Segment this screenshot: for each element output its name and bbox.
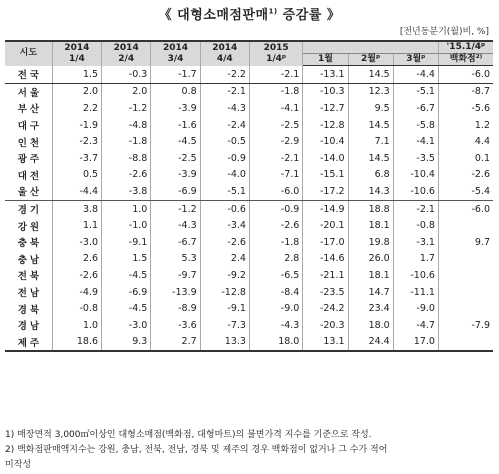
value-cell: -3.5 [393,150,438,167]
value-cell: -1.9 [52,117,101,134]
value-cell: 18.0 [249,334,302,352]
value-cell: -20.1 [303,217,348,234]
value-cell: 12.3 [348,83,393,100]
table-row [5,267,493,284]
value-cell: -10.6 [393,267,438,284]
value-cell [438,334,493,352]
value-cell [438,284,493,301]
value-cell: 17.0 [393,334,438,352]
value-cell: -1.8 [249,83,302,100]
table-row [5,66,493,84]
value-cell: -2.1 [249,150,302,167]
value-cell: 14.5 [348,66,393,84]
header-col: 2014 3/4 [151,41,200,66]
table-row [5,217,493,234]
sales-table [5,40,493,352]
value-cell: 1.0 [52,317,101,334]
value-cell: 19.8 [348,234,393,251]
value-cell: 14.5 [348,150,393,167]
table-row [5,300,493,317]
value-cell: 7.1 [348,133,393,150]
value-cell: -4.0 [200,167,249,184]
value-cell: 2.8 [249,251,302,268]
value-cell: -2.6 [200,234,249,251]
value-cell: 18.6 [52,334,101,352]
value-cell: -3.0 [52,234,101,251]
value-cell: -1.8 [249,234,302,251]
page-title [0,4,499,23]
header-last-l2: 백화점²⁾ [438,54,493,66]
table-row [5,100,493,117]
value-cell: 1.5 [102,251,151,268]
value-cell: -3.4 [200,217,249,234]
value-cell: 1.1 [52,217,101,234]
value-cell: -4.5 [102,300,151,317]
value-cell: -7.9 [471,319,490,331]
value-cell: 1.7 [393,251,438,268]
value-cell: -6.0 [438,66,493,84]
value-cell: -6.0 [249,183,302,200]
value-cell: -3.9 [151,167,200,184]
value-cell: -2.5 [249,117,302,134]
value-cell: -4.1 [393,133,438,150]
value-cell: -4.3 [151,217,200,234]
value-cell [438,217,493,234]
region-cell: 제주 [5,334,52,352]
value-cell: -3.8 [102,183,151,200]
value-cell: 1.2 [474,119,490,131]
value-cell: 18.1 [348,217,393,234]
value-cell: -11.1 [393,284,438,301]
value-cell: -10.3 [303,83,348,100]
value-cell: 6.8 [348,167,393,184]
value-cell: 14.7 [348,284,393,301]
value-cell: -9.0 [393,300,438,317]
header-region: 시도 [5,41,52,66]
value-cell: -15.1 [303,167,348,184]
table-row [5,317,493,334]
region-cell: 충북 [5,234,52,251]
value-cell: -4.3 [200,100,249,117]
value-cell: -14.6 [303,251,348,268]
value-cell: -7.1 [249,167,302,184]
value-cell: -24.2 [303,300,348,317]
value-cell: -8.4 [249,284,302,301]
value-cell: 13.1 [303,334,348,352]
region-cell: 충남 [5,251,52,268]
value-cell: -5.8 [393,117,438,134]
value-cell: -0.9 [249,200,302,217]
value-cell: -0.3 [102,66,151,84]
value-cell: -5.1 [200,183,249,200]
value-cell: -1.7 [151,66,200,84]
region-cell: 광주 [5,150,52,167]
value-cell: -8.8 [102,150,151,167]
value-cell: -2.1 [249,66,302,84]
value-cell: 2.2 [52,100,101,117]
table-row [5,284,493,301]
region-cell: 인천 [5,133,52,150]
value-cell: -3.0 [102,317,151,334]
value-cell: -10.6 [393,183,438,200]
value-cell: -9.0 [249,300,302,317]
value-cell: -2.5 [151,150,200,167]
value-cell: -13.9 [151,284,200,301]
value-cell: 2.0 [52,83,101,100]
value-cell: -4.4 [393,66,438,84]
table-row [5,200,493,217]
value-cell: 1.5 [52,66,101,84]
table-row [5,234,493,251]
value-cell: -4.5 [102,267,151,284]
value-cell: 2.0 [102,83,151,100]
value-cell: 0.1 [474,152,490,164]
value-cell: 3.8 [52,200,101,217]
title-footnote-mark: 1) [268,7,278,16]
table-row [5,183,493,200]
value-cell: -2.6 [52,267,101,284]
table-row [5,334,493,352]
value-cell: -6.5 [249,267,302,284]
value-cell: -1.8 [102,133,151,150]
value-cell: 9.3 [102,334,151,352]
value-cell: -2.1 [200,83,249,100]
value-cell: 24.4 [348,334,393,352]
value-cell: -6.0 [471,203,490,215]
value-cell: -0.8 [393,217,438,234]
table-row [5,251,493,268]
value-cell: -2.6 [102,167,151,184]
value-cell: -0.9 [200,150,249,167]
header-month: 2월ᵖ [348,54,393,66]
value-cell: -20.3 [303,317,348,334]
value-cell: -4.4 [52,183,101,200]
value-cell: -2.6 [249,217,302,234]
value-cell [438,267,493,284]
header-col: 2014 1/4 [52,41,101,66]
value-cell: -2.4 [200,117,249,134]
value-cell: 14.3 [348,183,393,200]
table-body [5,66,493,352]
value-cell: -2.3 [52,133,101,150]
value-cell: 1.0 [102,200,151,217]
region-cell: 경남 [5,317,52,334]
region-cell: 서울 [5,83,52,100]
value-cell: 4.4 [474,136,490,148]
header-last-l1: '15.1/4ᵖ [438,41,493,54]
table-row [5,150,493,167]
value-cell: -0.5 [200,133,249,150]
value-cell: -1.6 [151,117,200,134]
value-cell: -21.1 [303,267,348,284]
value-cell: -10.4 [393,167,438,184]
value-cell: -4.5 [151,133,200,150]
value-cell: 0.8 [151,83,200,100]
region-cell: 대전 [5,167,52,184]
header-month-group [303,41,439,54]
value-cell: -6.9 [102,284,151,301]
unit-label: [전년동분기(월)비, %] [399,27,489,37]
table-row [5,83,493,100]
value-cell: -17.0 [303,234,348,251]
value-cell: -13.1 [303,66,348,84]
value-cell: -23.5 [303,284,348,301]
value-cell: 13.3 [200,334,249,352]
value-cell: -5.1 [393,83,438,100]
value-cell: 5.3 [151,251,200,268]
value-cell [438,300,493,317]
value-cell: -0.6 [200,200,249,217]
value-cell: -0.8 [52,300,101,317]
footnote: 1) 매장면적 3,000㎡이상인 대형소매점(백화점, 대형마트)의 불변가격 지수를 기준으로 작성. [5,430,372,440]
table-row [5,133,493,150]
value-cell: -12.8 [303,117,348,134]
value-cell: 2.7 [151,334,200,352]
title-main: 《 대형소매점판매 [158,8,269,23]
value-cell: -4.8 [102,117,151,134]
value-cell: -12.8 [200,284,249,301]
value-cell: -2.9 [249,133,302,150]
value-cell: -1.2 [102,100,151,117]
footnotes [5,428,387,473]
value-cell: 2.4 [200,251,249,268]
header-month: 1월 [303,54,348,66]
value-cell: -9.1 [102,234,151,251]
value-cell: -3.6 [151,317,200,334]
footnote: 미작성 [5,460,32,470]
value-cell: 9.7 [474,236,490,248]
value-cell: -6.9 [151,183,200,200]
value-cell: -2.1 [393,200,438,217]
value-cell: -8.9 [151,300,200,317]
value-cell: -2.6 [471,169,490,181]
value-cell: -4.1 [249,100,302,117]
value-cell: -4.9 [52,284,101,301]
region-cell: 강원 [5,217,52,234]
value-cell: -14.9 [303,200,348,217]
table-header [5,41,493,66]
value-cell: -8.7 [471,86,490,98]
header-col: 2014 4/4 [200,41,249,66]
value-cell: -2.2 [200,66,249,84]
value-cell: 14.5 [348,117,393,134]
value-cell: 18.0 [348,317,393,334]
region-cell: 경북 [5,300,52,317]
value-cell: -9.1 [200,300,249,317]
footnote: 2) 백화점판매액지수는 강원, 충남, 전북, 전남, 경북 및 제주의 경우 백화점이 없거나 그 수가 적어 [5,445,388,455]
value-cell: -5.6 [471,102,490,114]
region-cell: 부산 [5,100,52,117]
value-cell: 9.5 [348,100,393,117]
region-cell: 울산 [5,183,52,200]
value-cell: -3.1 [393,234,438,251]
value-cell: -12.7 [303,100,348,117]
value-cell: 18.1 [348,267,393,284]
region-cell: 경기 [5,200,52,217]
value-cell: -9.7 [151,267,200,284]
header-month: 3월ᵖ [393,54,438,66]
region-cell: 전북 [5,267,52,284]
header-col: 2015 1/4ᵖ [249,41,302,66]
title-suffix: 증감률 》 [277,8,341,23]
value-cell [438,251,493,268]
value-cell: -14.0 [303,150,348,167]
value-cell: -5.4 [438,183,493,200]
value-cell: -4.3 [249,317,302,334]
table-row [5,117,493,134]
value-cell: 0.5 [52,167,101,184]
value-cell: -17.2 [303,183,348,200]
value-cell: -1.0 [102,217,151,234]
value-cell: -4.7 [393,317,438,334]
value-cell: -1.2 [151,200,200,217]
table-row [5,167,493,184]
value-cell: 18.8 [348,200,393,217]
value-cell: 23.4 [348,300,393,317]
region-cell: 전남 [5,284,52,301]
value-cell: 26.0 [348,251,393,268]
value-cell: -3.9 [151,100,200,117]
header-col: 2014 2/4 [102,41,151,66]
value-cell: -9.2 [200,267,249,284]
value-cell: -6.7 [393,100,438,117]
value-cell: 2.6 [52,251,101,268]
value-cell: -7.3 [200,317,249,334]
region-cell: 대구 [5,117,52,134]
value-cell: -10.4 [303,133,348,150]
region-cell: 전국 [5,66,52,84]
value-cell: -6.7 [151,234,200,251]
value-cell: -3.7 [52,150,101,167]
